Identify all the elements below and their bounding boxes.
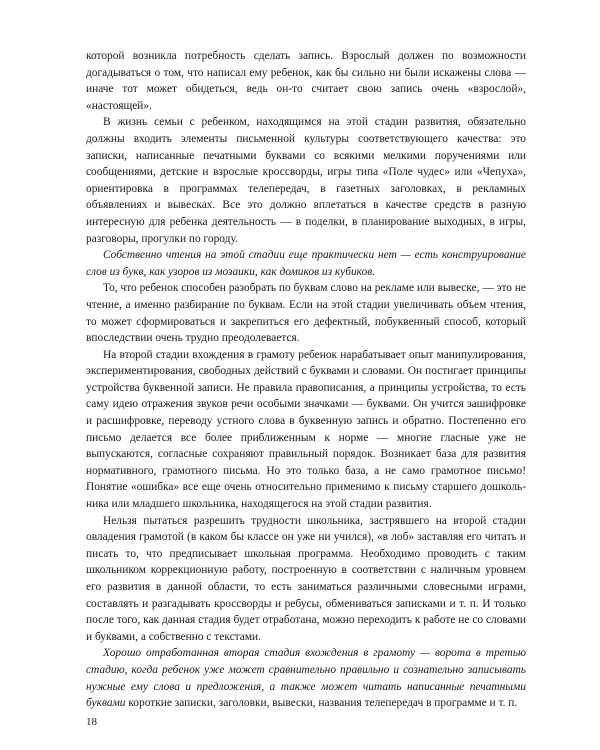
italic-text-run: Собственно чтения на этой стадии еще практически нет — есть конструирование слов из букв, как узоров из мозаики, как домиков из кубиков. xyxy=(86,249,526,278)
text-run: В жизнь семьи с ребенком, находящимся на этой стадии развития, обязательно должны входить элементы письменной культуры соответствующего качества: это записки, написанные печатными буквами со всякими мелкими поручениями или сообщениями, детские и взрослые кроссворды, игры типа «Поле чудес» или «Чепуха», ориентировка в программах телепередач, в газетных заголовках, в рекламных объявлениях и вывесках. Все это должно вплетаться в качестве средств в разную интересную для ребенка деятельность — в поделки, в планирование выходных, в игры, разговоры, прогулки по городу. xyxy=(86,116,526,245)
paragraph xyxy=(86,280,526,346)
text-run: Нельзя пытаться разрешить трудности школьника, застрявшего на второй стадии овладения грамотой (в каком бы классе он уже ни учился), «в лоб» заставляя его читать и писать то, что предписывает школьная программа. Необходимо проводить с таким школьником коррекционную работу, построенную в соответствии с наличным уровнем его развития в данной области, то есть заниматься различными словесными играми, составлять и разгадывать кроссворды и ребусы, обмениваться записками и т. п. И только после того, как данная стадия будет отработана, можно переходить к работе не со словами и буквами, а собственно с текстами. xyxy=(86,514,526,643)
paragraph-italic xyxy=(86,247,526,280)
page-number: 18 xyxy=(86,716,97,728)
paragraph xyxy=(86,513,526,646)
paragraph xyxy=(86,114,526,247)
text-run: То, что ребенок способен разобрать по буквам слово на рекламе или вывеске, — это не чтение, а именно разбирание по буквам. Если на этой стадии увеличивать объем чтения, то может сформироваться и закрепиться его дефектный, побуквенный способ, который впоследствии очень трудно преодолевается. xyxy=(86,282,526,345)
paragraph xyxy=(86,347,526,513)
italic-text-run: Хорошо отработанная вторая стадия вхождения в грамоту — ворота в третью стадию, когда ребенок уже может сравнительно правильно и сознательно записывать нужные ему слова и предложения, а также может читать написанные печатными буквами xyxy=(86,647,526,710)
paragraph-mixed xyxy=(86,645,526,711)
page-body xyxy=(86,48,526,712)
paragraph xyxy=(86,48,526,114)
text-run: На второй стадии вхождения в грамоту ребенок нарабатывает опыт манипулирования, экспериментирования, свободных действий с буквами и словами. Он постигает принципы устройства буквенной записи. Не правила правописания, а принципы устройства, то есть саму идею отражения звуков речи особыми значками — буквами. Он учится зашифровке и расшифровке, переводу устного слова в буквенную запись и обратно. Постепенно его письмо делается все более приближенным к норме — многие гласные уже не выпускаются, согласные сохраняют правильный порядок. Возникает база для развития нормативного, грамотного письма. Но это только база, а не само грамотное письмо! Понятие «ошибка» все еще очень относительно применимо к письму старшего дошкольника или младшего школьника, находящегося на этой стадии развития. xyxy=(86,348,526,511)
text-run: короткие записки, заголовки, вывески, названия телепередач в программе и т. п. xyxy=(125,697,518,710)
text-run: которой возникла потребность сделать запись. Взрослый должен по возможности догадываться о том, что написал ему ребенок, как бы сильно ни были искажены слова — иначе тот может обидеться, ведь он-то считает свою запись очень «взрослой», «настоящей». xyxy=(86,50,526,112)
